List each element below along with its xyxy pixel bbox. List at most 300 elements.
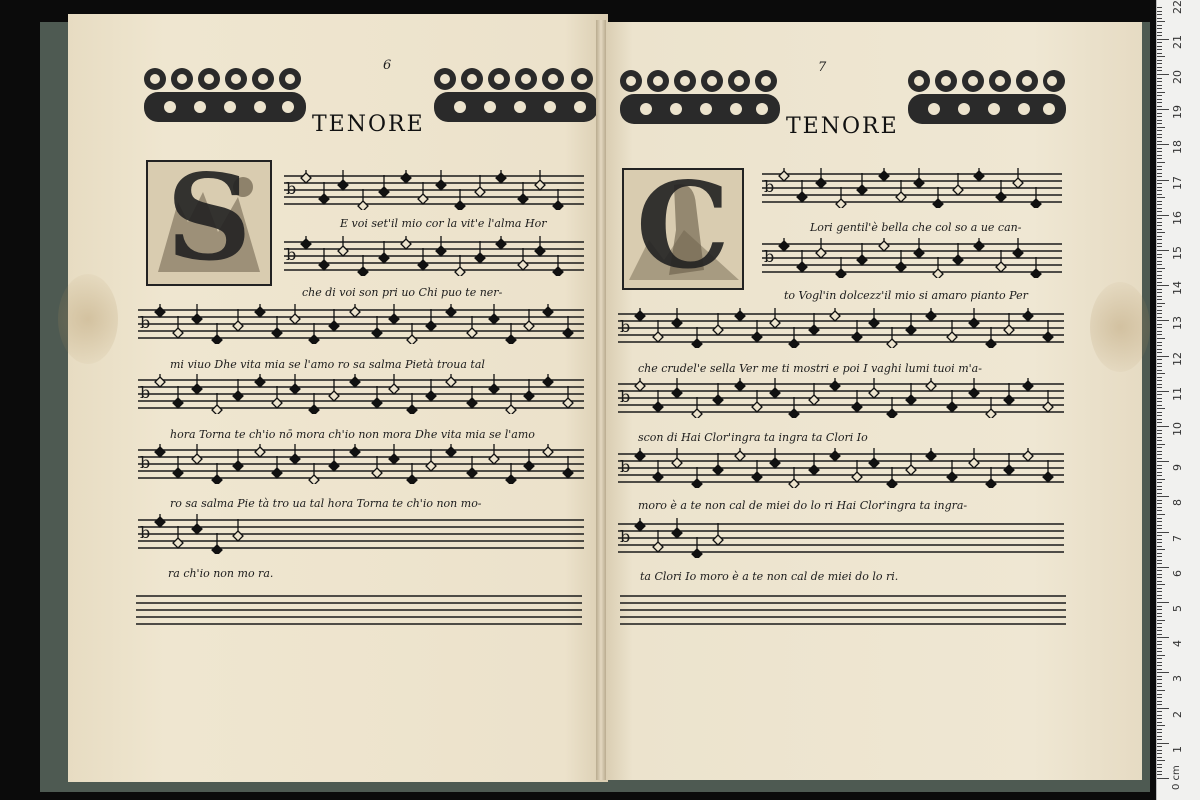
ruler-tick — [1157, 683, 1162, 684]
ruler-tick — [1157, 532, 1169, 533]
note-head — [914, 248, 924, 258]
note-head — [455, 267, 465, 276]
ruler-tick — [1157, 285, 1169, 286]
note-head — [426, 321, 436, 331]
note-head — [233, 391, 243, 401]
ruler-tick — [1157, 338, 1165, 339]
note-head — [1023, 381, 1033, 391]
note-head — [830, 311, 840, 321]
ruler-tick — [1157, 577, 1162, 578]
ornament-band — [430, 64, 602, 124]
note-head — [1023, 451, 1033, 461]
ruler-tick — [1157, 549, 1165, 550]
music-staff — [138, 304, 584, 344]
note-head — [635, 381, 645, 391]
empty-staff — [136, 592, 582, 632]
ruler-tick — [1157, 613, 1162, 614]
note-head — [212, 405, 222, 414]
note-head — [506, 475, 516, 484]
note-head — [857, 185, 867, 195]
note-head — [290, 314, 300, 324]
ruler-tick — [1157, 18, 1162, 19]
ruler-tick — [1157, 116, 1162, 117]
ruler-tick — [1157, 472, 1162, 473]
note-head — [535, 246, 545, 256]
ruler-tick — [1157, 46, 1162, 47]
page-number: 6 — [383, 58, 392, 73]
paper-stain — [1090, 282, 1150, 372]
ruler-tick — [1157, 405, 1162, 406]
ruler-tick — [1157, 525, 1162, 526]
ruler-number: 21 — [1171, 34, 1184, 49]
ruler-tick — [1157, 201, 1162, 202]
ruler-tick — [1157, 187, 1162, 188]
note-head — [1004, 325, 1014, 335]
note-head — [879, 241, 889, 251]
ruler-tick — [1157, 634, 1162, 635]
note-head — [779, 241, 789, 251]
note-head — [869, 318, 879, 328]
music-staff — [618, 378, 1064, 418]
ruler-tick — [1157, 662, 1162, 663]
lyric-line: Lori gentil'è bella che col so a ue can- — [810, 221, 1022, 234]
ruler-tick — [1157, 489, 1162, 490]
lyric-line: moro è a te non cal de miei do lo ri Hai Clor'ingra ta ingra- — [638, 499, 968, 512]
ruler-tick — [1157, 630, 1162, 631]
empty-staff — [620, 592, 1066, 632]
lyric-line: hora Torna te ch'io nō mora ch'io non mora Dhe vita mia se l'amo — [170, 428, 535, 441]
ruler-tick — [1157, 49, 1162, 50]
note-head — [418, 194, 428, 204]
ruler-tick — [1157, 380, 1162, 381]
note-head — [426, 461, 436, 471]
lyric-line: che di voi son pri uo Chi puo te ner- — [302, 286, 503, 299]
woodcut-initial — [146, 160, 272, 286]
note-head — [192, 524, 202, 534]
music-staff — [138, 374, 584, 414]
note-head — [986, 339, 996, 348]
ruler-number: 9 — [1171, 464, 1184, 472]
note-head — [524, 461, 534, 471]
note-head — [770, 388, 780, 398]
note-head — [329, 391, 339, 401]
note-head — [692, 479, 702, 488]
ruler-tick — [1157, 130, 1162, 131]
music-staff — [138, 514, 584, 554]
note-head — [426, 391, 436, 401]
music-staff — [284, 170, 584, 210]
ornament-band — [904, 66, 1070, 126]
ruler-tick — [1157, 736, 1162, 737]
ruler-tick — [1157, 475, 1162, 476]
note-head — [914, 178, 924, 188]
note-head — [809, 325, 819, 335]
ruler-tick — [1157, 567, 1169, 568]
initial-letter: S — [166, 160, 252, 286]
ruler-tick — [1157, 28, 1162, 29]
ruler-tick — [1157, 658, 1162, 659]
music-staff — [618, 448, 1064, 488]
clef-icon: b — [620, 317, 631, 336]
ruler-tick — [1157, 342, 1162, 343]
note-head — [1031, 269, 1041, 278]
ruler-tick — [1157, 78, 1162, 79]
ruler-tick — [1157, 609, 1162, 610]
note-head — [358, 267, 368, 276]
note-head — [535, 180, 545, 190]
note-head — [329, 461, 339, 471]
ruler-tick — [1157, 665, 1162, 666]
note-head — [436, 180, 446, 190]
ruler-tick — [1157, 324, 1162, 325]
ruler-tick — [1157, 296, 1162, 297]
ruler-tick — [1157, 644, 1162, 645]
ruler-tick — [1157, 482, 1162, 483]
note-head — [319, 260, 329, 270]
ruler-tick — [1157, 218, 1162, 219]
note-head — [779, 171, 789, 181]
note-head — [752, 472, 762, 482]
ruler-tick — [1157, 39, 1169, 40]
note-head — [896, 262, 906, 272]
note-head — [869, 458, 879, 468]
ruler-number: 19 — [1171, 105, 1184, 120]
ruler-number: 3 — [1171, 675, 1184, 683]
note-head — [467, 398, 477, 408]
ruler-tick — [1157, 123, 1162, 124]
ruler-tick — [1157, 246, 1162, 247]
note-head — [372, 328, 382, 338]
ruler-number: 18 — [1171, 140, 1184, 155]
ruler-tick — [1157, 261, 1162, 262]
note-head — [1031, 199, 1041, 208]
ruler-tick — [1157, 229, 1162, 230]
measurement-ruler — [1156, 0, 1200, 800]
ruler-tick — [1157, 507, 1162, 508]
note-head — [713, 395, 723, 405]
ruler-tick — [1157, 356, 1169, 357]
note-head — [809, 395, 819, 405]
note-head — [635, 451, 645, 461]
note-head — [996, 192, 1006, 202]
ruler-tick — [1157, 254, 1162, 255]
ruler-tick — [1157, 99, 1162, 100]
note-head — [446, 377, 456, 387]
note-head — [947, 402, 957, 412]
note-head — [475, 187, 485, 197]
music-staff — [762, 238, 1062, 278]
ruler-tick — [1157, 345, 1162, 346]
note-head — [816, 178, 826, 188]
ruler-tick — [1157, 183, 1162, 184]
ruler-tick — [1157, 134, 1162, 135]
note-head — [255, 307, 265, 317]
ruler-tick — [1157, 620, 1165, 621]
ruler-tick — [1157, 173, 1162, 174]
note-head — [852, 332, 862, 342]
note-head — [329, 321, 339, 331]
ruler-tick — [1157, 42, 1162, 43]
note-head — [906, 465, 916, 475]
ruler-tick — [1157, 419, 1162, 420]
note-head — [713, 325, 723, 335]
ruler-tick — [1157, 718, 1162, 719]
ruler-tick — [1157, 521, 1162, 522]
ruler-tick — [1157, 651, 1162, 652]
ruler-tick — [1157, 454, 1162, 455]
note-head — [770, 458, 780, 468]
note-head — [407, 335, 417, 344]
ruler-tick — [1157, 299, 1162, 300]
note-head — [692, 339, 702, 348]
ruler-tick — [1157, 672, 1169, 673]
music-staff — [284, 236, 584, 276]
ruler-tick — [1157, 708, 1169, 709]
clef-icon: b — [286, 245, 297, 264]
ruler-tick — [1157, 595, 1162, 596]
ruler-tick — [1157, 704, 1162, 705]
ruler-tick — [1157, 327, 1162, 328]
ruler-tick — [1157, 334, 1162, 335]
ornament-band — [140, 64, 310, 124]
ruler-tick — [1157, 377, 1162, 378]
note-head — [173, 468, 183, 478]
note-head — [672, 458, 682, 468]
note-head — [1004, 395, 1014, 405]
note-head — [735, 311, 745, 321]
ruler-tick — [1157, 53, 1162, 54]
ruler-tick — [1157, 616, 1162, 617]
note-head — [986, 409, 996, 418]
note-head — [1013, 248, 1023, 258]
note-head — [319, 194, 329, 204]
note-head — [947, 472, 957, 482]
ruler-tick — [1157, 127, 1165, 128]
lyric-line: che crudel'e sella Ver me ti mostri e poi I vaghi lumi tuoi m'a- — [638, 362, 982, 375]
ruler-tick — [1157, 102, 1162, 103]
note-head — [518, 194, 528, 204]
ruler-tick — [1157, 289, 1162, 290]
ruler-tick — [1157, 292, 1162, 293]
ruler-tick — [1157, 243, 1162, 244]
ruler-tick — [1157, 560, 1162, 561]
ruler-tick — [1157, 648, 1162, 649]
note-head — [155, 517, 165, 527]
ruler-tick — [1157, 92, 1165, 93]
note-head — [272, 328, 282, 338]
clef-icon: b — [764, 247, 775, 266]
note-head — [553, 267, 563, 276]
ruler-tick — [1157, 655, 1165, 656]
lyric-line: ra ch'io non mo ra. — [168, 567, 274, 580]
ruler-tick — [1157, 458, 1162, 459]
ruler-tick — [1157, 637, 1169, 638]
note-head — [407, 475, 417, 484]
ruler-tick — [1157, 760, 1165, 761]
note-head — [1043, 472, 1053, 482]
note-head — [896, 192, 906, 202]
note-head — [857, 255, 867, 265]
note-head — [358, 201, 368, 210]
ruler-tick — [1157, 106, 1162, 107]
ruler-tick — [1157, 440, 1162, 441]
note-head — [255, 377, 265, 387]
ruler-tick — [1157, 764, 1162, 765]
ruler-number: 11 — [1171, 386, 1184, 401]
note-head — [543, 377, 553, 387]
ruler-tick — [1157, 215, 1169, 216]
note-head — [789, 479, 799, 488]
note-head — [969, 388, 979, 398]
ruler-tick — [1157, 581, 1162, 582]
ruler-tick — [1157, 257, 1162, 258]
note-head — [389, 314, 399, 324]
note-head — [475, 253, 485, 263]
ruler-tick — [1157, 81, 1162, 82]
ruler-tick — [1157, 222, 1162, 223]
ruler-tick — [1157, 746, 1162, 747]
music-staff — [618, 518, 1064, 558]
ruler-tick — [1157, 95, 1162, 96]
ruler-tick — [1157, 373, 1165, 374]
ruler-tick — [1157, 479, 1165, 480]
ruler-number: 12 — [1171, 351, 1184, 366]
note-head — [233, 461, 243, 471]
note-head — [906, 395, 916, 405]
ruler-tick — [1157, 169, 1162, 170]
ruler-tick — [1157, 574, 1162, 575]
ruler-tick — [1157, 553, 1162, 554]
ruler-tick — [1157, 465, 1162, 466]
note-head — [418, 260, 428, 270]
ruler-tick — [1157, 510, 1162, 511]
note-head — [816, 248, 826, 258]
ruler-tick — [1157, 278, 1162, 279]
ruler-tick — [1157, 14, 1162, 15]
ruler-tick — [1157, 190, 1162, 191]
note-head — [506, 335, 516, 344]
ruler-number: 4 — [1171, 640, 1184, 648]
ruler-tick — [1157, 408, 1165, 409]
ruler-tick — [1157, 546, 1162, 547]
ruler-tick — [1157, 303, 1165, 304]
ruler-number: 5 — [1171, 605, 1184, 612]
ruler-tick — [1157, 387, 1162, 388]
note-head — [672, 528, 682, 538]
ruler-tick — [1157, 137, 1162, 138]
note-head — [797, 262, 807, 272]
woodcut-initial — [622, 168, 744, 290]
music-staff — [618, 308, 1064, 348]
ruler-tick — [1157, 539, 1162, 540]
note-head — [290, 384, 300, 394]
note-head — [489, 384, 499, 394]
note-head — [653, 542, 663, 552]
note-head — [635, 311, 645, 321]
note-head — [446, 447, 456, 457]
clef-icon: b — [620, 387, 631, 406]
ruler-tick — [1157, 32, 1162, 33]
clef-icon: b — [140, 313, 151, 332]
note-head — [301, 173, 311, 183]
ruler-tick — [1157, 398, 1162, 399]
paper-stain — [58, 274, 118, 364]
note-head — [926, 381, 936, 391]
ruler-tick — [1157, 391, 1169, 392]
ruler-tick — [1157, 225, 1162, 226]
ruler-tick — [1157, 67, 1162, 68]
ruler-tick — [1157, 412, 1162, 413]
ruler-tick — [1157, 602, 1169, 603]
note-head — [455, 201, 465, 210]
ruler-tick — [1157, 176, 1162, 177]
ruler-tick — [1157, 493, 1162, 494]
ruler-tick — [1157, 180, 1169, 181]
note-head — [496, 239, 506, 249]
page-number: 7 — [818, 60, 827, 75]
ruler-tick — [1157, 208, 1162, 209]
note-head — [553, 201, 563, 210]
ruler-tick — [1157, 197, 1165, 198]
note-head — [489, 314, 499, 324]
note-head — [974, 241, 984, 251]
ruler-tick — [1157, 606, 1162, 607]
ruler-tick — [1157, 778, 1169, 779]
note-head — [389, 384, 399, 394]
clef-icon: b — [140, 453, 151, 472]
ruler-tick — [1157, 496, 1169, 497]
ruler-number: 8 — [1171, 499, 1184, 507]
lyric-line: ta Clori Io moro è a te non cal de miei do lo ri. — [640, 570, 899, 583]
lyric-line: scon di Hai Clor'ingra ta ingra ta Clori Io — [638, 431, 868, 444]
music-staff — [138, 444, 584, 484]
ruler-tick — [1157, 722, 1162, 723]
note-head — [974, 171, 984, 181]
clef-icon: b — [764, 177, 775, 196]
note-head — [309, 405, 319, 414]
ruler-tick — [1157, 109, 1169, 110]
note-head — [173, 398, 183, 408]
ruler-tick — [1157, 461, 1169, 462]
clef-icon: b — [140, 383, 151, 402]
note-head — [155, 377, 165, 387]
note-head — [407, 405, 417, 414]
ruler-tick — [1157, 211, 1162, 212]
ruler-tick — [1157, 447, 1162, 448]
ruler-number: 7 — [1171, 534, 1184, 542]
ruler-tick — [1157, 25, 1162, 26]
note-head — [389, 454, 399, 464]
ruler-tick — [1157, 701, 1162, 702]
ruler-tick — [1157, 151, 1162, 152]
note-head — [350, 447, 360, 457]
ruler-tick — [1157, 750, 1162, 751]
ruler-number: 13 — [1171, 316, 1184, 331]
note-head — [401, 173, 411, 183]
note-head — [524, 391, 534, 401]
note-head — [489, 454, 499, 464]
ruler-tick — [1157, 767, 1162, 768]
note-head — [446, 307, 456, 317]
ruler-tick — [1157, 588, 1162, 589]
note-head — [379, 253, 389, 263]
ruler-tick — [1157, 591, 1162, 592]
note-head — [887, 339, 897, 348]
note-head — [467, 468, 477, 478]
ruler-tick — [1157, 679, 1162, 680]
note-head — [969, 458, 979, 468]
part-title: TENORE — [786, 114, 899, 139]
